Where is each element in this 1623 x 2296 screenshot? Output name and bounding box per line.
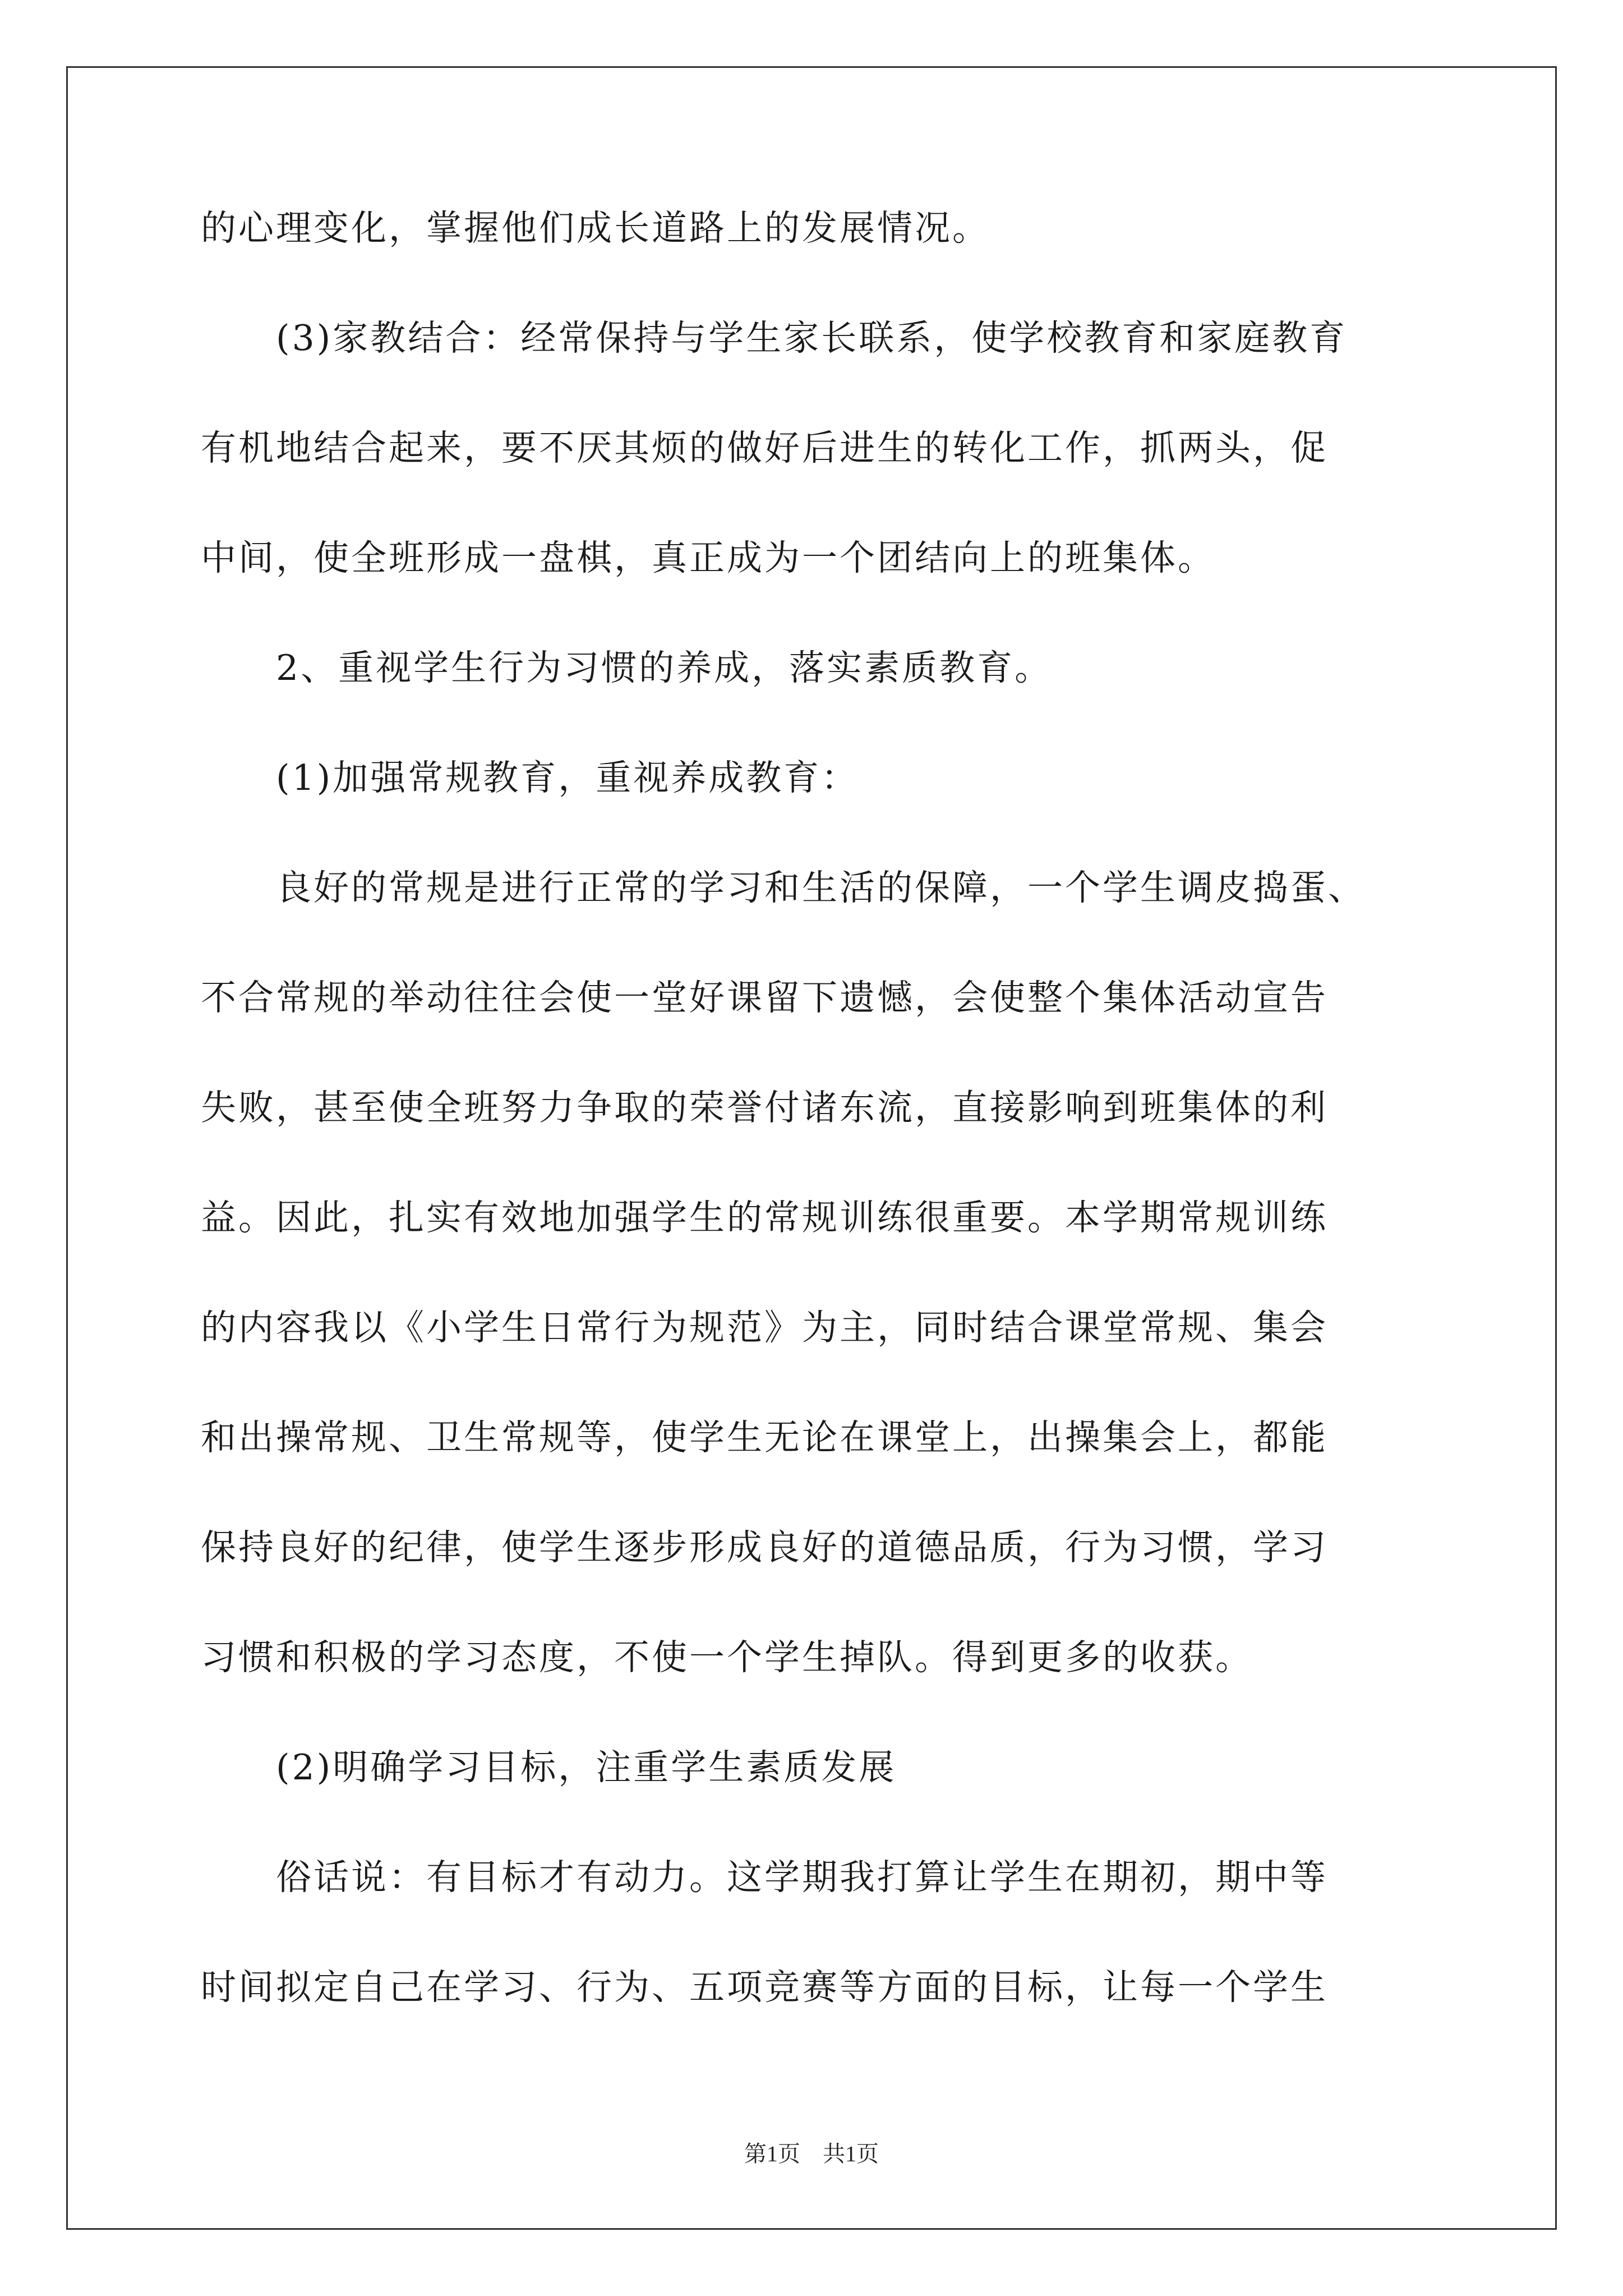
text-line: 和出操常规、卫生常规等，使学生无论在课堂上，出操集会上，都能 — [201, 1417, 1328, 1458]
text-line: 的心理变化，掌握他们成长道路上的发展情况。 — [201, 208, 990, 249]
text-line: 不合常规的举动往往会使一堂好课留下遗憾，会使整个集体活动宣告 — [201, 977, 1328, 1018]
text-line: 良好的常规是进行正常的学习和生活的保障，一个学生调皮捣蛋、 — [201, 867, 1366, 908]
text-line: 2、重视学生行为习惯的养成，落实素质教育。 — [201, 647, 1053, 688]
page-number-footer: 第1页 共1页 — [744, 2141, 879, 2166]
text-line: 时间拟定自己在学习、行为、五项竞赛等方面的目标，让每一个学生 — [201, 1967, 1328, 2008]
page-border — [66, 66, 1557, 2230]
text-line: 有机地结合起来，要不厌其烦的做好后进生的转化工作，抓两头，促 — [201, 427, 1328, 468]
text-line: (1)加强常规教育，重视养成教育： — [201, 757, 859, 798]
text-line: 习惯和积极的学习态度，不使一个学生掉队。得到更多的收获。 — [201, 1637, 1253, 1678]
text-line: (3)家教结合：经常保持与学生家长联系，使学校教育和家庭教育 — [201, 318, 1348, 358]
text-line: 益。因此，扎实有效地加强学生的常规训练很重要。本学期常规训练 — [201, 1197, 1328, 1238]
text-line: (2)明确学习目标，注重学生素质发展 — [201, 1747, 897, 1788]
text-line: 俗话说：有目标才有动力。这学期我打算让学生在期初，期中等 — [201, 1857, 1328, 1898]
text-line: 保持良好的纪律，使学生逐步形成良好的道德品质，行为习惯，学习 — [201, 1527, 1328, 1568]
text-line: 失败，甚至使全班努力争取的荣誉付诸东流，直接影响到班集体的利 — [201, 1087, 1328, 1128]
text-line: 的内容我以《小学生日常行为规范》为主，同时结合课堂常规、集会 — [201, 1307, 1328, 1348]
text-line: 中间，使全班形成一盘棋，真正成为一个团结向上的班集体。 — [201, 537, 1215, 578]
